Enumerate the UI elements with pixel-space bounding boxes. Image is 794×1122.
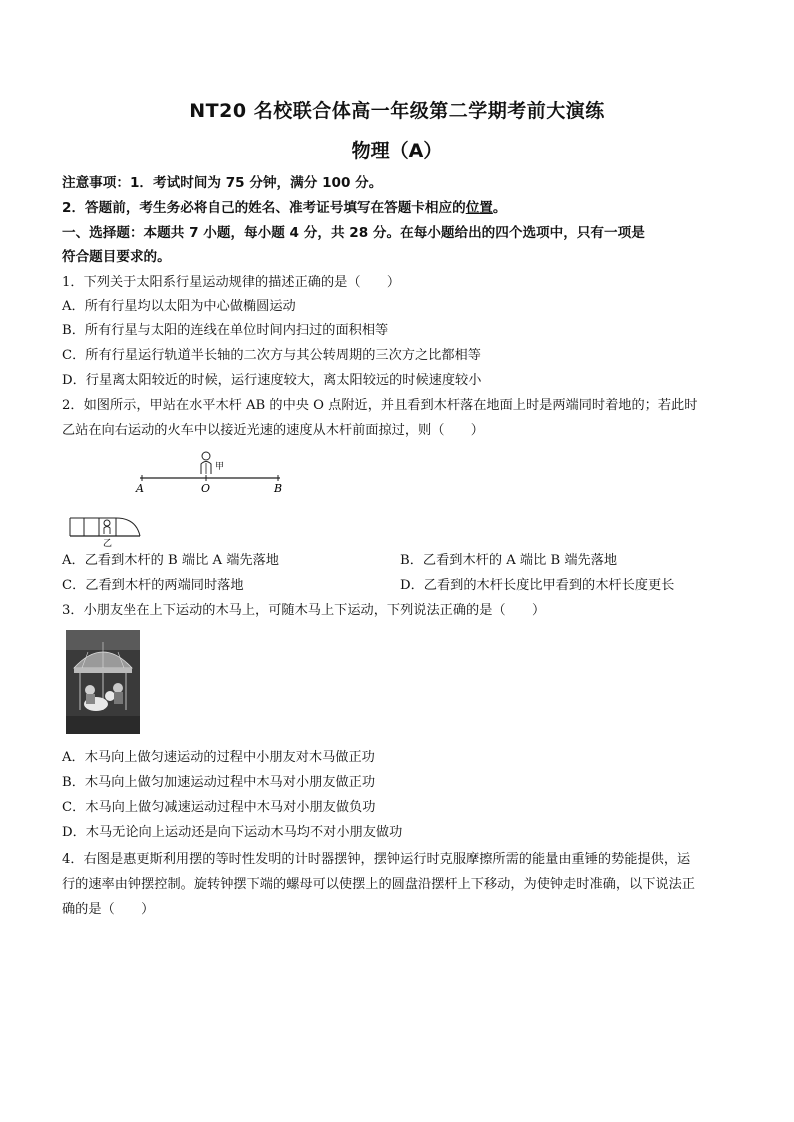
section1-line2: 符合题目要求的。 — [62, 249, 171, 265]
note-1: 注意事项：1．考试时间为 75 分钟，满分 100 分。 — [62, 175, 383, 191]
label-b: B — [274, 482, 283, 495]
q2-option-b: B．乙看到木杆的 A 端比 B 端先落地 — [400, 553, 618, 568]
train-nose — [116, 518, 140, 536]
exam-title: NT20 名校联合体高一年级第二学期考前大演练 — [189, 100, 605, 122]
q2-stem-line2: 乙站在向右运动的火车中以接近光速的速度从木杆前面掠过，则（ ） — [62, 423, 484, 438]
q2-figure — [66, 448, 288, 548]
horse-head — [105, 691, 115, 701]
q1-option-a: A．所有行星均以太阳为中心做椭圆运动 — [62, 299, 296, 314]
label-jia: 甲 — [215, 462, 225, 472]
q3-option-b: B．木马向上做匀加速运动过程中木马对小朋友做正功 — [62, 775, 376, 790]
child-body-left — [86, 694, 95, 704]
child-body-right — [114, 692, 123, 704]
note-2-suffix: 。 — [492, 200, 507, 216]
person-yi-head — [104, 520, 110, 526]
person-yi-body — [104, 527, 110, 535]
q1-option-c: C．所有行星运行轨道半长轴的二次方与其公转周期的三次方之比都相等 — [62, 348, 481, 363]
carousel-ground — [66, 716, 140, 734]
section1-line1: 一、选择题：本题共 7 小题，每小题 4 分，共 28 分。在每小题给出的四个选项中，只有一项是 — [62, 225, 645, 241]
note-2-prefix: 2．答题前，考生务必将自己的姓名、准考证号填写在答题卡相应的 — [62, 200, 466, 216]
q3-option-a: A．木马向上做匀速运动的过程中小朋友对木马做正功 — [62, 750, 375, 765]
exam-subtitle: 物理（A） — [351, 140, 443, 162]
label-o: O — [201, 482, 211, 495]
note-2-underlined: 位置 — [465, 200, 493, 216]
child-head-left — [85, 685, 95, 695]
q1-option-b: B．所有行星与太阳的连线在单位时间内扫过的面积相等 — [62, 323, 389, 338]
q3-stem: 3．小朋友坐在上下运动的木马上，可随木马上下运动，下列说法正确的是（ ） — [62, 603, 546, 618]
label-a: A — [136, 482, 144, 495]
q3-carousel-image — [66, 630, 140, 734]
q4-stem-line3: 确的是（ ） — [62, 902, 155, 917]
carousel-rim — [74, 668, 132, 673]
q2-stem-line1: 2．如图所示，甲站在水平木杆 AB 的中央 O 点附近，并且看到木杆落在地面上时是两端同时着地的；若此时 — [62, 398, 698, 413]
label-yi: 乙 — [103, 539, 113, 548]
person-jia-head — [202, 452, 210, 460]
child-head-right — [113, 683, 123, 693]
q2-option-c: C．乙看到木杆的两端同时落地 — [62, 578, 244, 593]
q3-option-c: C．木马向上做匀减速运动过程中木马对小朋友做负功 — [62, 800, 376, 815]
q4-stem-line1: 4．右图是惠更斯利用摆的等时性发明的计时器摆钟，摆钟运行时克服摩擦所需的能量由重锤的势能提供，运 — [62, 852, 691, 867]
q4-stem-line2: 行的速率由钟摆控制。旋转钟摆下端的螺母可以使摆上的圆盘沿摆杆上下移动，为使钟走时准确，以下说法正 — [62, 877, 695, 892]
q1-stem: 1．下列关于太阳系行星运动规律的描述正确的是（ ） — [62, 275, 401, 290]
q3-option-d: D．木马无论向上运动还是向下运动木马均不对小朋友做功 — [62, 825, 403, 840]
note-2 — [62, 199, 738, 217]
q2-option-d: D．乙看到的木杆长度比甲看到的木杆长度更长 — [400, 578, 675, 593]
q1-option-d: D．行星离太阳较近的时候，运行速度较大，离太阳较远的时候速度较小 — [62, 373, 482, 388]
q2-option-a: A．乙看到木杆的 B 端比 A 端先落地 — [62, 553, 279, 568]
